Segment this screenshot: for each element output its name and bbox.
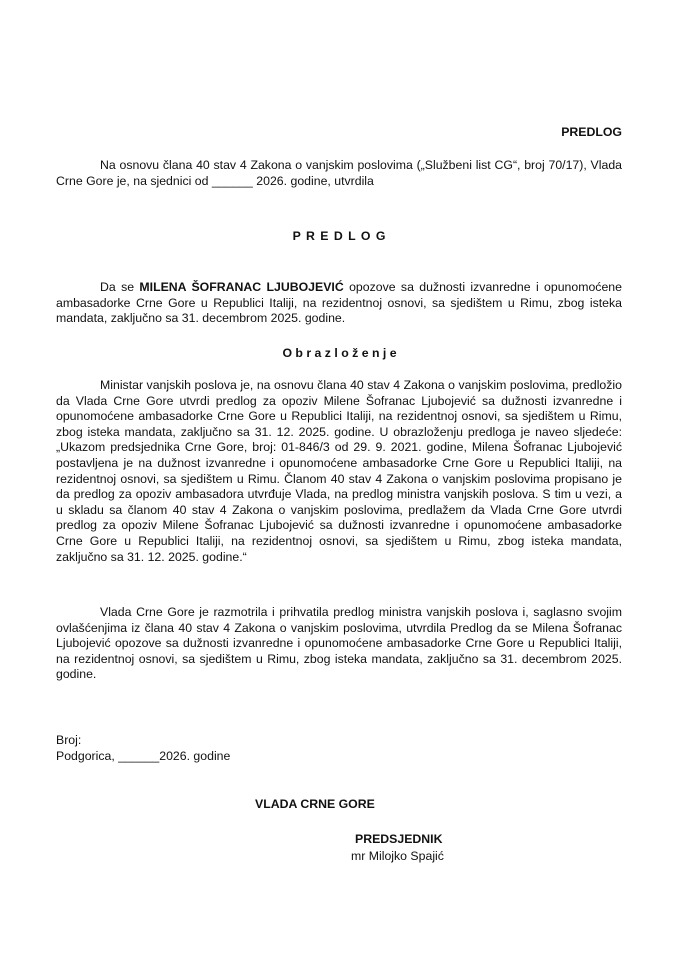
predlog-top-label: PREDLOG (561, 125, 622, 139)
intro-paragraph: Na osnovu člana 40 stav 4 Zakona o vanjskim poslovima („Službeni list CG“, broj 70/17), Vlada Crne Gore je, na sjednici od ______ 2026. godine, utvrdila (56, 158, 622, 188)
explanation-paragraph-1: Ministar vanjskih poslova je, na osnovu člana 40 stav 4 Zakona o vanjskim poslovima, predložio da Vlada Crne Gore utvrdi predlog za opoziv Milene Šofranac Ljubojević sa dužnosti izvanredne i opunomoćene ambasadorke Crne Gore u Republici Italiji, na rezidentnoj osnovi, sa sjedištem u Rimu, zbog isteka mandata, zaključno sa 31. 12. 2025. godine. U obrazloženju predloga je naveo sljedeće: „Ukazom predsjednika Crne Gore, broj: 01-846/3 od 29. 9. 2021. godine, Milena Šofranac Ljubojević postavljena je na dužnost izvanredne i opunomoćene ambasadorke Crne Gore u Republici Italiji, na rezidentnoj osnovi, sa sjedištem u Rimu. Članom 40 stav 4 Zakona o vanjskim poslovima propisano je da predlog za opoziv ambasadora utvrđuje Vlada, na predlog ministra vanjskih poslova. S tim u vezi, a u skladu sa članom 40 stav 4 Zakona o vanjskim poslovima, predlažem da Vlada Crne Gore utvrdi predlog za opoziv Milene Šofranac Ljubojević sa dužnosti izvanredne i opunomoćene ambasadorke Crne Gore u Republici Italiji, na rezidentnoj osnovi, sa sjedištem u Rimu, zbog isteka mandata, zaključno sa 31. 12. 2025. godine.“ (56, 378, 622, 564)
proposal-prefix: Da se (100, 280, 140, 294)
proposal-suffix: opozove sa dužnosti izvanredne i opunomoćene ambasadorke Crne Gore u Republici Italiji, na rezidentnoj osnovi, sa sjedištem u Rimu, zbog isteka mandata, zaključno sa 31. decembrom 2025. godine. (56, 280, 622, 326)
explanation-heading: O b r a z l o ž e n j e (282, 346, 397, 360)
explanation-paragraph-2: Vlada Crne Gore je razmotrila i prihvatila predlog ministra vanjskih poslova i, saglasno svojim ovlašćenjima iz člana 40 stav 4 Zakona o vanjskim poslovima, utvrdila Predlog da se Milena Šofranac Ljubojević opozove sa dužnosti izvanredne i opunomoćene ambasadorke Crne Gore u Republici Italiji, na rezidentnoj osnovi, sa sjedištem u Rimu, zbog isteka mandata, zaključno sa 31. decembrom 2025. godine. (56, 605, 622, 682)
president-title: PREDSJEDNIK (355, 832, 443, 846)
president-name: mr Milojko Spajić (351, 849, 444, 863)
document-title: P R E D L O G (292, 229, 387, 243)
place-date: Podgorica, ______2026. godine (56, 749, 231, 763)
document-number-label: Broj: (56, 733, 82, 747)
government-name: VLADA CRNE GORE (255, 797, 375, 811)
proposal-paragraph (56, 280, 622, 327)
proposal-name: MILENA ŠOFRANAC LJUBOJEVIĆ (139, 280, 344, 294)
